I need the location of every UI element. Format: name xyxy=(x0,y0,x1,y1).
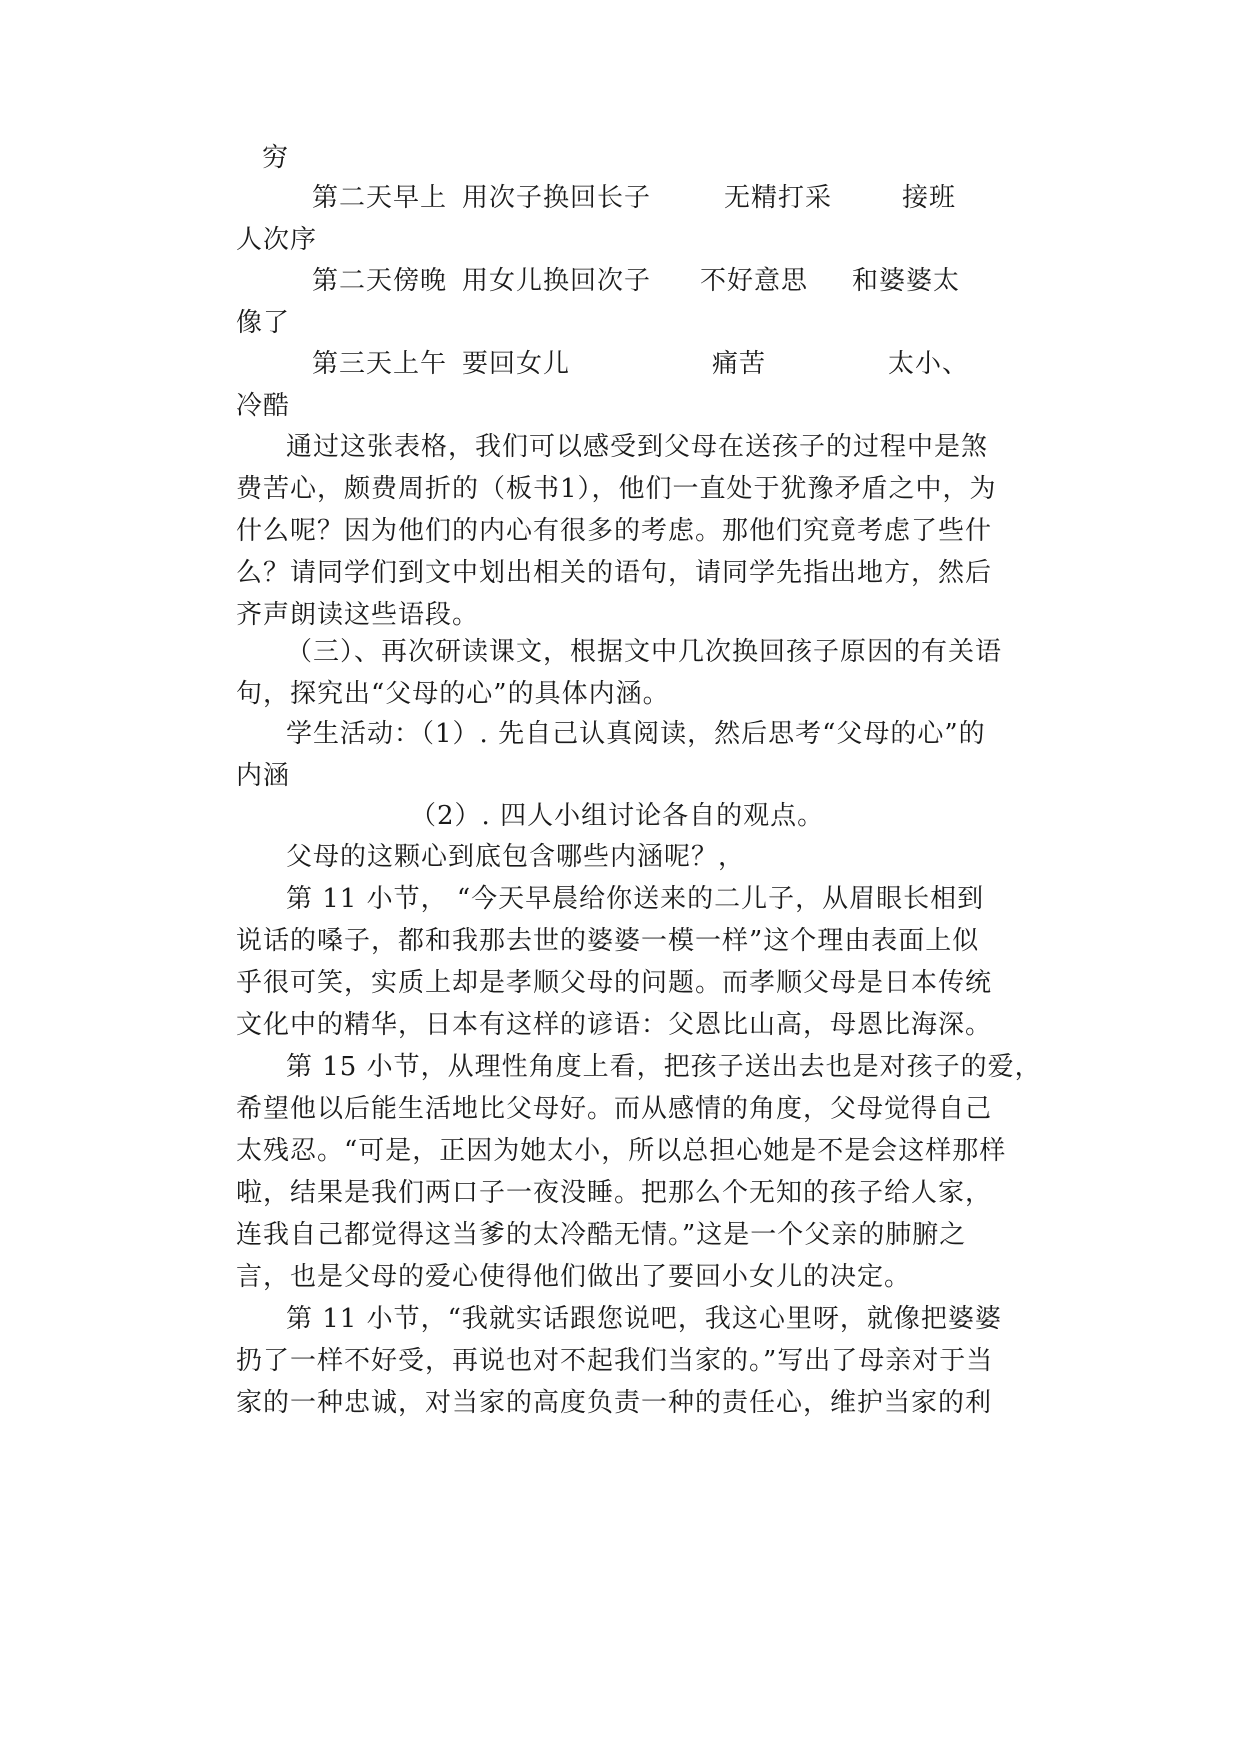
row-mood: 无精打采 xyxy=(724,183,833,213)
row-mood: 不好意思 xyxy=(700,266,809,296)
text-line: 第 15 小节，从理性角度上看，把孩子送出去也是对孩子的爱， xyxy=(286,1052,1042,1082)
text-line: 乎很可笑，实质上却是孝顺父母的问题。而孝顺父母是日本传统 xyxy=(236,968,993,998)
text-line: 句，探究出“父母的心”的具体内涵。 xyxy=(236,679,670,709)
text-line: 学生活动：（1）. 先自己认真阅读，然后思考“父母的心”的 xyxy=(286,719,986,749)
text-line: 家的一种忠诚，对当家的高度负责一种的责任心，维护当家的利 xyxy=(236,1388,993,1418)
row-reason: 接班 xyxy=(902,183,957,213)
row-action: 用女儿换回次子 xyxy=(462,266,652,296)
text-line: 费苦心，颇费周折的（板书1），他们一直处于犹豫矛盾之中，为 xyxy=(236,474,997,504)
text-line: 齐声朗读这些语段。 xyxy=(236,600,480,630)
text-line: （三）、再次研读课文，根据文中几次换回孩子原因的有关语 xyxy=(286,637,1003,667)
row-reason-cont: 像了 xyxy=(236,308,291,338)
text-line: 太残忍。“可是，正因为她太小，所以总担心她是不是会这样那样 xyxy=(236,1136,1007,1166)
text-line: 啦，结果是我们两口子一夜没睡。把那么个无知的孩子给人家， xyxy=(236,1178,993,1208)
row-action: 要回女儿 xyxy=(462,349,571,379)
row-mood: 痛苦 xyxy=(712,349,767,379)
text-line: 扔了一样不好受，再说也对不起我们当家的。”写出了母亲对于当 xyxy=(236,1346,994,1376)
text-line: 连我自己都觉得这当爹的太冷酷无情。”这是一个父亲的肺腑之 xyxy=(236,1220,967,1250)
text-line: 文化中的精华，日本有这样的谚语：父恩比山高，母恩比海深。 xyxy=(236,1010,993,1040)
row-time: 第三天上午 xyxy=(312,349,448,379)
text-line: 内涵 xyxy=(236,761,291,791)
text-line: 言，也是父母的爱心使得他们做出了要回小女儿的决定。 xyxy=(236,1262,912,1292)
text-line: 第 11 小节， “今天早晨给你送来的二儿子，从眉眼长相到 xyxy=(286,884,985,914)
text-line: 第 11 小节，“我就实话跟您说吧，我这心里呀，就像把婆婆 xyxy=(286,1304,1002,1334)
row-time: 第二天早上 xyxy=(312,183,448,213)
row-reason: 太小、 xyxy=(888,349,970,379)
row-reason: 和婆婆太 xyxy=(852,266,961,296)
text-line: 么？请同学们到文中划出相关的语句，请同学先指出地方，然后 xyxy=(236,558,993,588)
row-action: 用次子换回长子 xyxy=(462,183,652,213)
row-time: 第二天傍晚 xyxy=(312,266,448,296)
text-line: 通过这张表格，我们可以感受到父母在送孩子的过程中是煞 xyxy=(286,432,989,462)
text-line: 什么呢？因为他们的内心有很多的考虑。那他们究竟考虑了些什 xyxy=(236,516,993,546)
row-reason-cont: 人次序 xyxy=(236,225,318,255)
table-tail-text: 穷 xyxy=(262,143,290,173)
text-line: 父母的这颗心到底包含哪些内涵呢？， xyxy=(286,842,746,872)
text-line: （2）. 四人小组讨论各自的观点。 xyxy=(410,801,825,831)
text-line: 说话的嗓子，都和我那去世的婆婆一模一样”这个理由表面上似 xyxy=(236,926,980,956)
text-line: 希望他以后能生活地比父母好。而从感情的角度，父母觉得自己 xyxy=(236,1094,993,1124)
row-reason-cont: 冷酷 xyxy=(236,391,291,421)
